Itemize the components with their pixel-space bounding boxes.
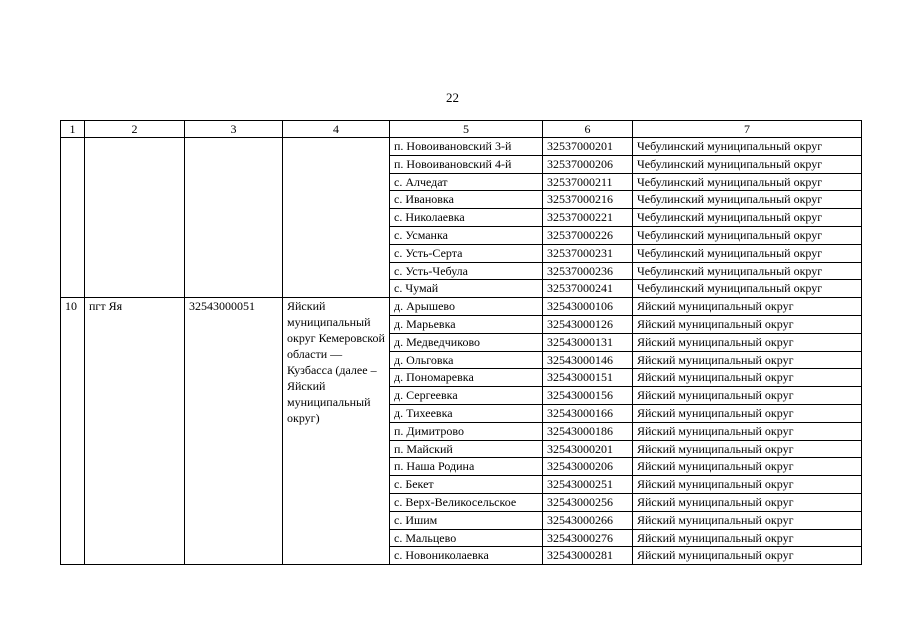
oktmo-code-cell: 32543000146	[543, 351, 633, 369]
locality-cell: с. Николаевка	[390, 209, 543, 227]
oktmo-code-cell: 32537000221	[543, 209, 633, 227]
table-body	[61, 138, 862, 565]
district-cell: Яйский муниципальный округ	[633, 511, 862, 529]
oktmo-code-cell: 32537000216	[543, 191, 633, 209]
locality-cell: с. Ишим	[390, 511, 543, 529]
header-row	[61, 121, 862, 138]
locality-cell: с. Мальцево	[390, 529, 543, 547]
district-cell: Яйский муниципальный округ	[633, 547, 862, 565]
district-cell: Чебулинский муниципальный округ	[633, 280, 862, 298]
locality-cell: д. Марьевка	[390, 315, 543, 333]
oktmo-code-cell: 32543000126	[543, 315, 633, 333]
oktmo-code-cell: 32543000151	[543, 369, 633, 387]
district-cell: Яйский муниципальный округ	[633, 493, 862, 511]
locality-cell: д. Медведчиково	[390, 333, 543, 351]
header-col-6: 6	[543, 121, 633, 138]
header-col-4: 4	[283, 121, 390, 138]
admin-center-code-cell: 32543000051	[185, 298, 283, 565]
oktmo-code-cell: 32537000241	[543, 280, 633, 298]
oktmo-code-cell: 32537000211	[543, 173, 633, 191]
district-cell: Чебулинский муниципальный округ	[633, 209, 862, 227]
oktmo-code-cell: 32543000106	[543, 298, 633, 316]
admin-center-cell: пгт Яя	[85, 298, 185, 565]
oktmo-code-cell: 32543000156	[543, 387, 633, 405]
locality-cell: с. Верх-Великосельское	[390, 493, 543, 511]
locality-cell: д. Сергеевка	[390, 387, 543, 405]
district-cell: Чебулинский муниципальный округ	[633, 155, 862, 173]
locality-cell: с. Усть-Чебула	[390, 262, 543, 280]
table-row	[61, 138, 862, 156]
municipality-description-cell: Яйский муниципальный округ Кемеровской области — Кузбасса (далее – Яйский муниципальный округ)	[283, 298, 390, 565]
locality-cell: с. Алчедат	[390, 173, 543, 191]
district-cell: Яйский муниципальный округ	[633, 369, 862, 387]
district-cell: Чебулинский муниципальный округ	[633, 226, 862, 244]
district-cell: Яйский муниципальный округ	[633, 315, 862, 333]
locality-cell: с. Усманка	[390, 226, 543, 244]
locality-cell: п. Наша Родина	[390, 458, 543, 476]
locality-cell: д. Арышево	[390, 298, 543, 316]
locality-cell: с. Усть-Серта	[390, 244, 543, 262]
locality-cell: с. Ивановка	[390, 191, 543, 209]
district-cell: Яйский муниципальный округ	[633, 387, 862, 405]
district-cell: Чебулинский муниципальный округ	[633, 262, 862, 280]
header-col-2: 2	[85, 121, 185, 138]
oktmo-code-cell: 32543000206	[543, 458, 633, 476]
oktmo-code-cell: 32537000231	[543, 244, 633, 262]
district-cell: Яйский муниципальный округ	[633, 404, 862, 422]
locality-cell: д. Тихеевка	[390, 404, 543, 422]
oktmo-code-cell: 32543000281	[543, 547, 633, 565]
district-cell: Яйский муниципальный округ	[633, 440, 862, 458]
header-col-5: 5	[390, 121, 543, 138]
district-cell: Яйский муниципальный округ	[633, 422, 862, 440]
locality-cell: д. Ольговка	[390, 351, 543, 369]
oktmo-code-cell: 32543000166	[543, 404, 633, 422]
district-cell: Яйский муниципальный округ	[633, 529, 862, 547]
table-row	[61, 298, 862, 316]
district-cell: Яйский муниципальный округ	[633, 333, 862, 351]
oktmo-code-cell: 32537000201	[543, 138, 633, 156]
cont-desc-cell	[283, 138, 390, 298]
district-cell: Яйский муниципальный округ	[633, 476, 862, 494]
oktmo-code-cell: 32537000206	[543, 155, 633, 173]
page-number: 22	[446, 90, 459, 105]
locality-cell: с. Чумай	[390, 280, 543, 298]
locality-cell: п. Майский	[390, 440, 543, 458]
oktmo-code-cell: 32543000251	[543, 476, 633, 494]
district-cell: Яйский муниципальный округ	[633, 458, 862, 476]
oktmo-code-cell: 32537000236	[543, 262, 633, 280]
cont-num-cell	[61, 138, 85, 298]
district-cell: Чебулинский муниципальный округ	[633, 138, 862, 156]
locality-cell: п. Димитрово	[390, 422, 543, 440]
municipal-table	[60, 120, 862, 565]
locality-cell: д. Пономаревка	[390, 369, 543, 387]
district-cell: Чебулинский муниципальный округ	[633, 173, 862, 191]
header-col-3: 3	[185, 121, 283, 138]
oktmo-code-cell: 32543000201	[543, 440, 633, 458]
district-cell: Чебулинский муниципальный округ	[633, 191, 862, 209]
locality-cell: п. Новоивановский 3-й	[390, 138, 543, 156]
header-col-1: 1	[61, 121, 85, 138]
district-cell: Чебулинский муниципальный округ	[633, 244, 862, 262]
oktmo-code-cell: 32543000256	[543, 493, 633, 511]
district-cell: Яйский муниципальный округ	[633, 351, 862, 369]
locality-cell: с. Новониколаевка	[390, 547, 543, 565]
cont-code-cell	[185, 138, 283, 298]
row-number-cell: 10	[61, 298, 85, 565]
oktmo-code-cell: 32537000226	[543, 226, 633, 244]
header-col-7: 7	[633, 121, 862, 138]
oktmo-code-cell: 32543000266	[543, 511, 633, 529]
oktmo-code-cell: 32543000131	[543, 333, 633, 351]
district-cell: Яйский муниципальный округ	[633, 298, 862, 316]
locality-cell: п. Новоивановский 4-й	[390, 155, 543, 173]
oktmo-code-cell: 32543000276	[543, 529, 633, 547]
oktmo-code-cell: 32543000186	[543, 422, 633, 440]
cont-center-cell	[85, 138, 185, 298]
locality-cell: с. Бекет	[390, 476, 543, 494]
